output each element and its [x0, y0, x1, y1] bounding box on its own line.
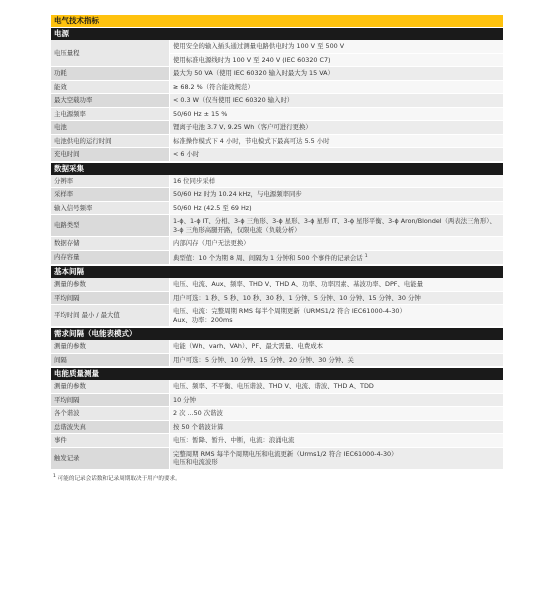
- table-row: [51, 393, 503, 407]
- row-value-line: 电压、电流：完整周期 RMS 每半个周期更新（URMS1/2 符合 IEC61000-4-30）: [173, 307, 406, 316]
- table-row: [51, 215, 503, 237]
- footnote-marker: 1: [53, 473, 56, 479]
- divider: [170, 53, 503, 54]
- table-row: [51, 380, 503, 393]
- row-label: 能效: [51, 80, 170, 94]
- table-row: [51, 107, 503, 121]
- row-value: < 0.3 W（仅当使用 IEC 60320 输入时）: [170, 94, 504, 108]
- table-row: [51, 148, 503, 162]
- row-value-line: 电压和电流波形: [173, 458, 218, 467]
- row-value: 锂离子电池 3.7 V, 9.25 Wh（客户可进行更换）: [170, 121, 504, 135]
- table-row: [51, 134, 503, 148]
- table-row: [51, 237, 503, 251]
- spec-sheet: [51, 15, 503, 482]
- row-label: 触发记录: [51, 447, 170, 469]
- table-row: [51, 407, 503, 421]
- row-value: 电压、电流、Aux、频率、THD V、THD A、功率、功率因素、基波功率、DPF、电能量: [170, 278, 504, 291]
- row-label: 分辨率: [51, 175, 170, 188]
- section-heading-quality: 电能质量测量: [51, 368, 503, 380]
- row-value: 电能（Wh、varh、VAh）、PF、最大需量、电费成本: [170, 340, 504, 353]
- row-label: 输入信号频率: [51, 201, 170, 215]
- row-label: 电池供电的运行时间: [51, 134, 170, 148]
- row-value: 50/60 Hz ± 15 %: [170, 107, 504, 121]
- row-value: [170, 305, 504, 327]
- table-row: [51, 447, 503, 469]
- row-label: 平均时间 最小 / 最大值: [51, 305, 170, 327]
- row-label: 电池: [51, 121, 170, 135]
- row-value: 50/60 Hz (42.5 至 69 Hz): [170, 201, 504, 215]
- section-heading-basic: 基本间隔: [51, 266, 503, 278]
- row-value: 10 分钟: [170, 393, 504, 407]
- row-label: 电压量程: [51, 40, 170, 67]
- row-label: 最大空载功率: [51, 94, 170, 108]
- row-value-line: 完整周期 RMS 每半个周期电压和电流更新（Urms1/2 符合 IEC61000-4-30）: [173, 449, 398, 458]
- table-row: [51, 278, 503, 291]
- row-value: 16 位同步采样: [170, 175, 504, 188]
- row-label: 电路类型: [51, 215, 170, 237]
- row-value: ≥ 68.2 %（符合能效规范）: [170, 80, 504, 94]
- table-row: [51, 40, 503, 67]
- quality-table: [51, 380, 503, 470]
- basic-table: [51, 278, 503, 327]
- row-label: 数据存储: [51, 237, 170, 251]
- section-heading-demand: 需求间隔（电能表模式）: [51, 328, 503, 340]
- table-row: [51, 201, 503, 215]
- row-label: 内存容量: [51, 250, 170, 265]
- table-row: [51, 291, 503, 305]
- section-heading-power: 电源: [51, 28, 503, 40]
- footnote: [51, 474, 503, 482]
- table-row: [51, 353, 503, 367]
- page-title: 电气技术指标: [51, 15, 503, 27]
- row-label: 各个谐波: [51, 407, 170, 421]
- row-value: 50/60 Hz 时为 10.24 kHz，与电源频率同步: [170, 188, 504, 202]
- row-label: 平均间隔: [51, 393, 170, 407]
- row-label: 测量的参数: [51, 340, 170, 353]
- row-value: 内部闪存（用户无法更换）: [170, 237, 504, 251]
- row-value: [170, 447, 504, 469]
- table-row: [51, 420, 503, 434]
- row-value: 最大为 50 VA（使用 IEC 60320 输入时最大为 15 VA）: [170, 67, 504, 81]
- row-value: 电压：暂降、暂升、中断，电流：浪涌电流: [170, 434, 504, 448]
- row-value-line: 使用安全的输入插头通过测量电路供电时为 100 V 至 500 V: [173, 42, 345, 50]
- row-label: 间隔: [51, 353, 170, 367]
- table-row: [51, 434, 503, 448]
- row-label: 主电源频率: [51, 107, 170, 121]
- row-value: 用户可选：1 秒、5 秒、10 秒、30 秒、1 分钟、5 分钟、10 分钟、15 分钟、30 分钟: [170, 291, 504, 305]
- row-label: 测量的参数: [51, 278, 170, 291]
- table-row: [51, 94, 503, 108]
- table-row: [51, 121, 503, 135]
- row-label: 采样率: [51, 188, 170, 202]
- row-value: [170, 250, 504, 265]
- row-label: 功耗: [51, 67, 170, 81]
- row-label: 总谐波失真: [51, 420, 170, 434]
- row-label: 测量的参数: [51, 380, 170, 393]
- table-row: [51, 188, 503, 202]
- row-label: 事件: [51, 434, 170, 448]
- table-row: [51, 250, 503, 265]
- footnote-text: 可能的记录会话数和记录周期取决于用户的要求。: [57, 475, 181, 482]
- row-label: 平均间隔: [51, 291, 170, 305]
- acquisition-table: [51, 175, 503, 266]
- row-value: 用户可选：5 分钟、10 分钟、15 分钟、20 分钟、30 分钟、关: [170, 353, 504, 367]
- row-value: 2 次 ...50 次谐波: [170, 407, 504, 421]
- table-row: [51, 67, 503, 81]
- row-value: 1-ϕ、1-ϕ IT、分相、3-ϕ 三角形、3-ϕ 星形、3-ϕ 星形 IT、3-ϕ 星形平衡、3-ϕ Aron/Blondel（两表法三角形）、3-ϕ 三角形高腿开路，仅限电流（负载分析）: [170, 215, 504, 237]
- footnote-marker: 1: [364, 253, 368, 259]
- table-row: [51, 340, 503, 353]
- demand-table: [51, 340, 503, 367]
- row-value: 标准操作模式下 4 小时，节电模式下最高可达 5.5 小时: [170, 134, 504, 148]
- table-row: [51, 305, 503, 327]
- row-label: 充电时间: [51, 148, 170, 162]
- table-row: [51, 80, 503, 94]
- table-row: [51, 175, 503, 188]
- row-value: < 6 小时: [170, 148, 504, 162]
- row-value-text: 典型值：10 个为期 8 周、间隔为 1 分钟和 500 个事件的记录会话: [173, 253, 363, 262]
- row-value: [170, 40, 504, 67]
- row-value: 电压、频率、不平衡、电压谐波、THD V、电流、谐波、THD A、TDD: [170, 380, 504, 393]
- row-value: 按 50 个谐波计算: [170, 420, 504, 434]
- row-value-line: 使用标准电源线时为 100 V 至 240 V (IEC 60320 C7): [173, 55, 331, 64]
- power-table: [51, 40, 503, 162]
- row-value-line: Aux、功率：200ms: [173, 315, 233, 324]
- section-heading-acquisition: 数据采集: [51, 163, 503, 175]
